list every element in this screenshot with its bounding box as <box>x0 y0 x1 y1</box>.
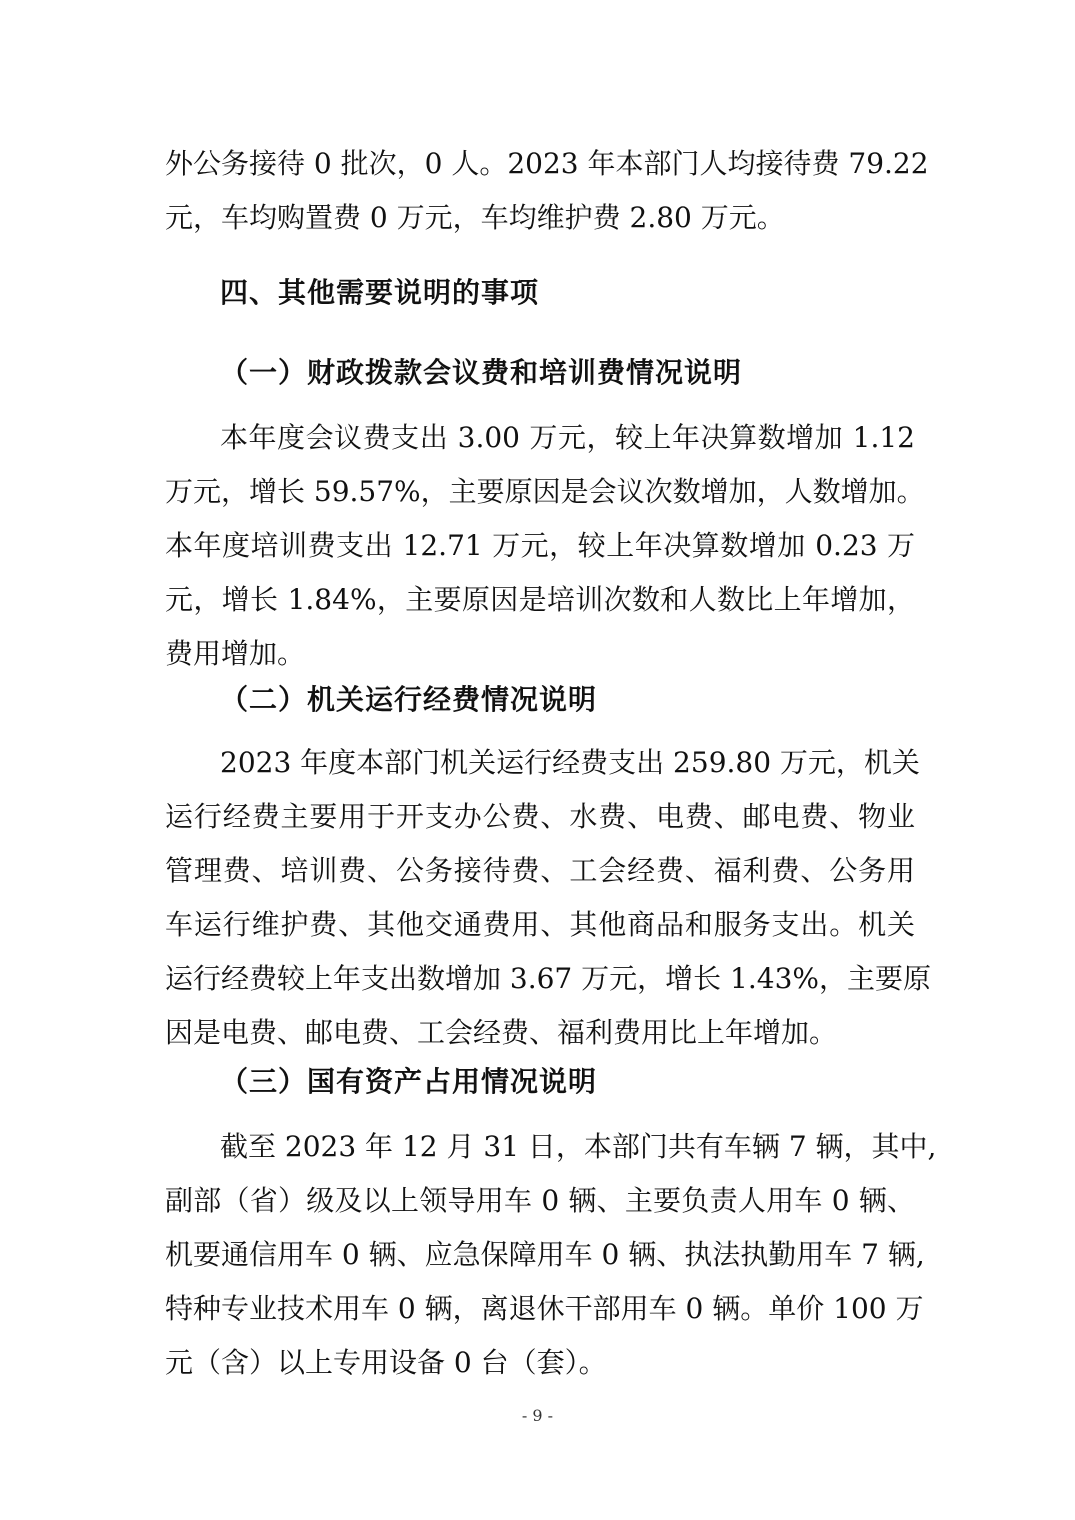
text-line: 万元，增长 59.57%，主要原因是会议次数增加，人数增加。 <box>165 475 925 508</box>
text-line: 本年度会议费支出 3.00 万元，较上年决算数增加 1.12 <box>220 421 915 454</box>
text-line: 本年度培训费支出 12.71 万元，较上年决算数增加 0.23 万 <box>165 529 915 562</box>
text-line: 机要通信用车 0 辆、应急保障用车 0 辆、执法执勤用车 7 辆, <box>165 1238 925 1271</box>
text-line: 费用增加。 <box>165 637 306 670</box>
text-line: 元，增长 1.84%，主要原因是培训次数和人数比上年增加， <box>165 583 915 616</box>
text-line: 元，车均购置费 0 万元，车均维护费 2.80 万元。 <box>165 201 785 234</box>
text-line: 外公务接待 0 批次，0 人。2023 年本部门人均接待费 79.22 <box>165 147 929 180</box>
text-line: 车运行维护费、其他交通费用、其他商品和服务支出。机关 <box>165 908 915 941</box>
section-heading: 四、其他需要说明的事项 <box>220 276 540 309</box>
text-line: 元（含）以上专用设备 0 台（套）。 <box>165 1346 607 1379</box>
text-line: 截至 2023 年 12 月 31 日，本部门共有车辆 7 辆，其中, <box>220 1130 937 1163</box>
subsection-heading: （一）财政拨款会议费和培训费情况说明 <box>220 356 743 389</box>
text-line: 副部（省）级及以上领导用车 0 辆、主要负责人用车 0 辆、 <box>165 1184 915 1217</box>
text-line: 运行经费较上年支出数增加 3.67 万元，增长 1.43%，主要原 <box>165 962 931 995</box>
text-line: 特种专业技术用车 0 辆，离退休干部用车 0 辆。单价 100 万 <box>165 1292 924 1325</box>
text-line: 管理费、培训费、公务接待费、工会经费、福利费、公务用 <box>165 854 915 887</box>
subsection-heading: （三）国有资产占用情况说明 <box>220 1065 598 1098</box>
page-number: - 9 - <box>521 1406 554 1425</box>
text-line: 2023 年度本部门机关运行经费支出 259.80 万元，机关 <box>220 746 920 779</box>
subsection-heading: （二）机关运行经费情况说明 <box>220 683 598 716</box>
text-line: 运行经费主要用于开支办公费、水费、电费、邮电费、物业 <box>165 800 915 833</box>
text-line: 因是电费、邮电费、工会经费、福利费用比上年增加。 <box>165 1016 838 1049</box>
